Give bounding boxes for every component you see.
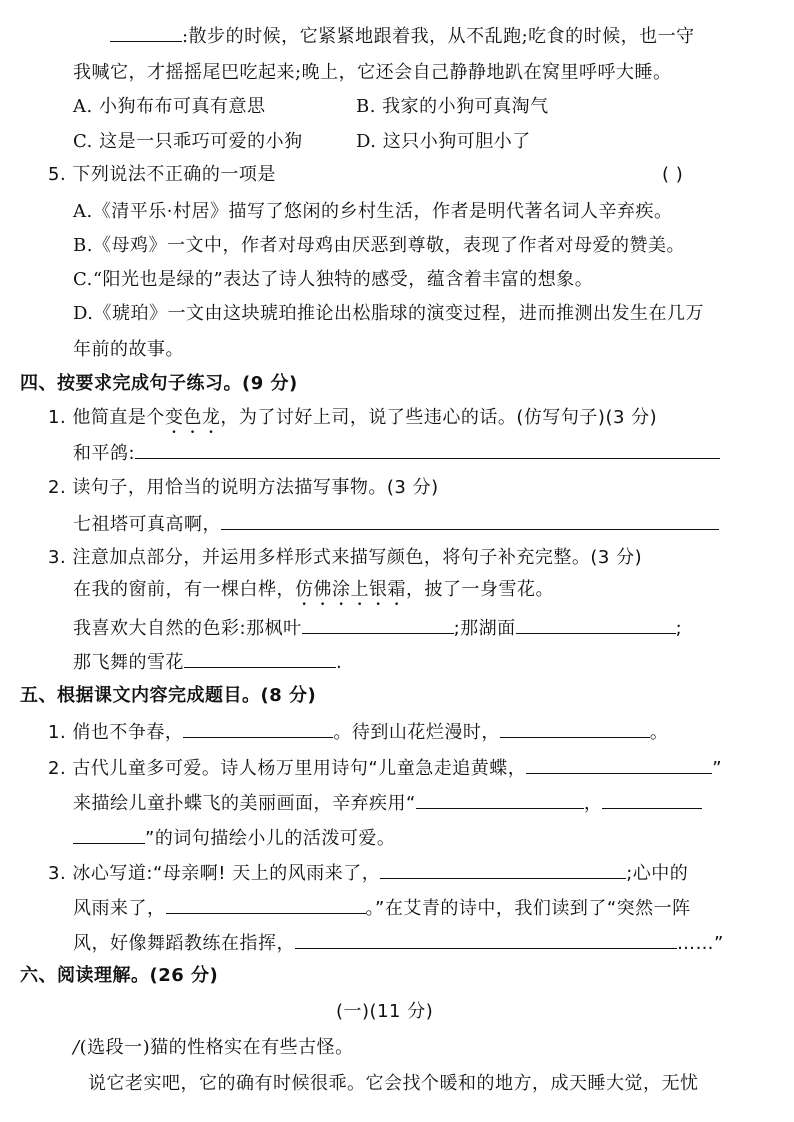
sec5-q2-blank4[interactable] <box>73 826 145 844</box>
sec4-q3-sent-pre: 在我的窗前，有一棵白桦， <box>73 579 295 600</box>
sec5-q2-blank2[interactable] <box>416 791 584 809</box>
sec6-subtitle: (一)(11 分) <box>336 1001 434 1022</box>
sec5-q1-c: 。 <box>649 722 669 743</box>
sec4-q3-blank3[interactable] <box>184 650 336 668</box>
sec5-q1-blank1[interactable] <box>183 720 333 738</box>
sec4-q1 <box>48 406 657 438</box>
sec4-q3-sentence <box>73 578 554 610</box>
sec4-q1-dotted: 变色龙 <box>164 407 221 428</box>
sec4-q2-blank[interactable] <box>221 512 719 530</box>
sec5-q2-e: ”的词句描绘小儿的活泼可爱。 <box>145 828 396 849</box>
section5-title: 五、根据课文内容完成题目。(8 分) <box>20 685 317 706</box>
sec5-q3-line3 <box>73 931 724 956</box>
sec6-excerpt-mark: / <box>73 1037 80 1058</box>
section4-title: 四、按要求完成句子练习。(9 分) <box>20 373 298 394</box>
sec5-q2-line1 <box>48 756 722 781</box>
sec4-q3-line2 <box>73 616 682 641</box>
sec4-q1-answer <box>73 441 720 466</box>
q4-blank[interactable] <box>110 24 182 42</box>
sec5-q3-blank1[interactable] <box>380 861 626 879</box>
q4-option-a: A. 小狗布布可真有意思 <box>73 96 266 117</box>
sec5-q2-c: 来描绘儿童扑蝶飞的美丽画面，辛弃疾用“ <box>73 793 416 814</box>
sec4-q3-sent-dotted: 仿佛涂上银霜 <box>295 579 406 600</box>
q4-option-b: B. 我家的小狗可真淘气 <box>356 96 549 117</box>
sec4-q3-line3-a: 那飞舞的雪花 <box>73 652 184 673</box>
sec5-q3-line2 <box>73 896 691 921</box>
sec4-q1-pre: 1. 他简直是个 <box>48 407 165 428</box>
sec5-q3-b: ;心中的 <box>626 863 689 884</box>
sec4-q1-post: ，为了讨好上司，说了些违心的话。(仿写句子)(3 分) <box>220 407 658 428</box>
sec5-q3-blank3[interactable] <box>295 931 677 949</box>
sec4-q3-blank1[interactable] <box>302 616 454 634</box>
q4-stem-line2: 我喊它，才摇摇尾巴吃起来;晚上，它还会自己静静地趴在窝里呼呼大睡。 <box>73 62 672 83</box>
sec4-q3-blank2[interactable] <box>516 616 676 634</box>
q4-stem-tail: :散步的时候，它紧紧地跟着我，从不乱跑;吃食的时候，也一守 <box>182 26 695 47</box>
q4-stem-line1 <box>110 24 695 49</box>
sec5-q1 <box>48 720 668 745</box>
sec5-q3-line1 <box>48 861 688 886</box>
sec5-q3-a: 3. 冰心写道:“母亲啊! 天上的风雨来了， <box>48 863 381 884</box>
q5-option-c: C.“阳光也是绿的”表达了诗人独特的感受，蕴含着丰富的想象。 <box>73 269 594 290</box>
q4-option-c: C. 这是一只乖巧可爱的小狗 <box>73 131 303 152</box>
sec4-q1-blank[interactable] <box>135 441 720 459</box>
sec4-q2-answer <box>73 512 719 537</box>
sec5-q3-blank2[interactable] <box>166 896 366 914</box>
sec4-q3-line2-c: ; <box>675 618 683 639</box>
sec5-q2-blank1[interactable] <box>526 756 712 774</box>
sec5-q2-line2 <box>73 791 702 816</box>
sec5-q2-a: 2. 古代儿童多可爱。诗人杨万里用诗句“儿童急走追黄蝶， <box>48 758 527 779</box>
sec5-q3-c: 风雨来了， <box>73 898 166 919</box>
sec5-q2-b: ” <box>712 758 723 779</box>
q5-stem: 5. 下列说法不正确的一项是 <box>48 164 276 185</box>
sec5-q2-line3 <box>73 826 395 851</box>
sec4-q3: 3. 注意加点部分，并运用多样形式来描写颜色，将句子补充完整。(3 分) <box>48 547 643 568</box>
sec5-q1-a: 1. 俏也不争春， <box>48 722 184 743</box>
sec4-q2-answer-prefix: 七祖塔可真高啊， <box>73 514 221 535</box>
sec5-q1-b: 。待到山花烂漫时， <box>333 722 500 743</box>
q4-option-d: D. 这只小狗可胆小了 <box>356 131 531 152</box>
q5-option-d2: 年前的故事。 <box>73 339 184 360</box>
sec4-q3-line2-b: ;那湖面 <box>453 618 516 639</box>
sec4-q3-line2-a: 我喜欢大自然的色彩:那枫叶 <box>73 618 302 639</box>
sec5-q3-d: 。”在艾青的诗中，我们读到了“突然一阵 <box>365 898 691 919</box>
q5-option-a: A.《清平乐·村居》描写了悠闲的乡村生活，作者是明代著名词人辛弃疾。 <box>73 201 673 222</box>
q5-answer-bracket[interactable]: ( ) <box>662 164 684 185</box>
sec4-q3-sent-post: ，披了一身雪花。 <box>406 579 554 600</box>
sec6-excerpt-line1: 说它老实吧，它的确有时候很乖。它会找个暖和的地方，成天睡大觉，无忧 <box>88 1073 699 1094</box>
q5-option-d1: D.《琥珀》一文由这块琥珀推论出松脂球的演变过程，进而推测出发生在几万 <box>73 303 705 324</box>
sec5-q3-f: ……” <box>677 933 724 954</box>
sec5-q3-e: 风，好像舞蹈教练在指挥， <box>73 933 295 954</box>
sec4-q3-line3 <box>73 650 342 675</box>
sec4-q2: 2. 读句子，用恰当的说明方法描写事物。(3 分) <box>48 477 439 498</box>
q5-option-b: B.《母鸡》一文中，作者对母鸡由厌恶到尊敬，表现了作者对母爱的赞美。 <box>73 235 685 256</box>
sec6-excerpt-title: (选段一)猫的性格实在有些古怪。 <box>79 1037 354 1058</box>
sec5-q2-blank3[interactable] <box>602 791 702 809</box>
sec4-q3-line3-b: . <box>336 652 343 673</box>
sec5-q1-blank2[interactable] <box>500 720 650 738</box>
sec5-q2-d: ， <box>583 793 603 814</box>
sec6-excerpt-title-line <box>73 1036 354 1060</box>
section6-title: 六、阅读理解。(26 分) <box>20 965 219 986</box>
sec4-q1-answer-prefix: 和平鸽: <box>73 443 136 464</box>
